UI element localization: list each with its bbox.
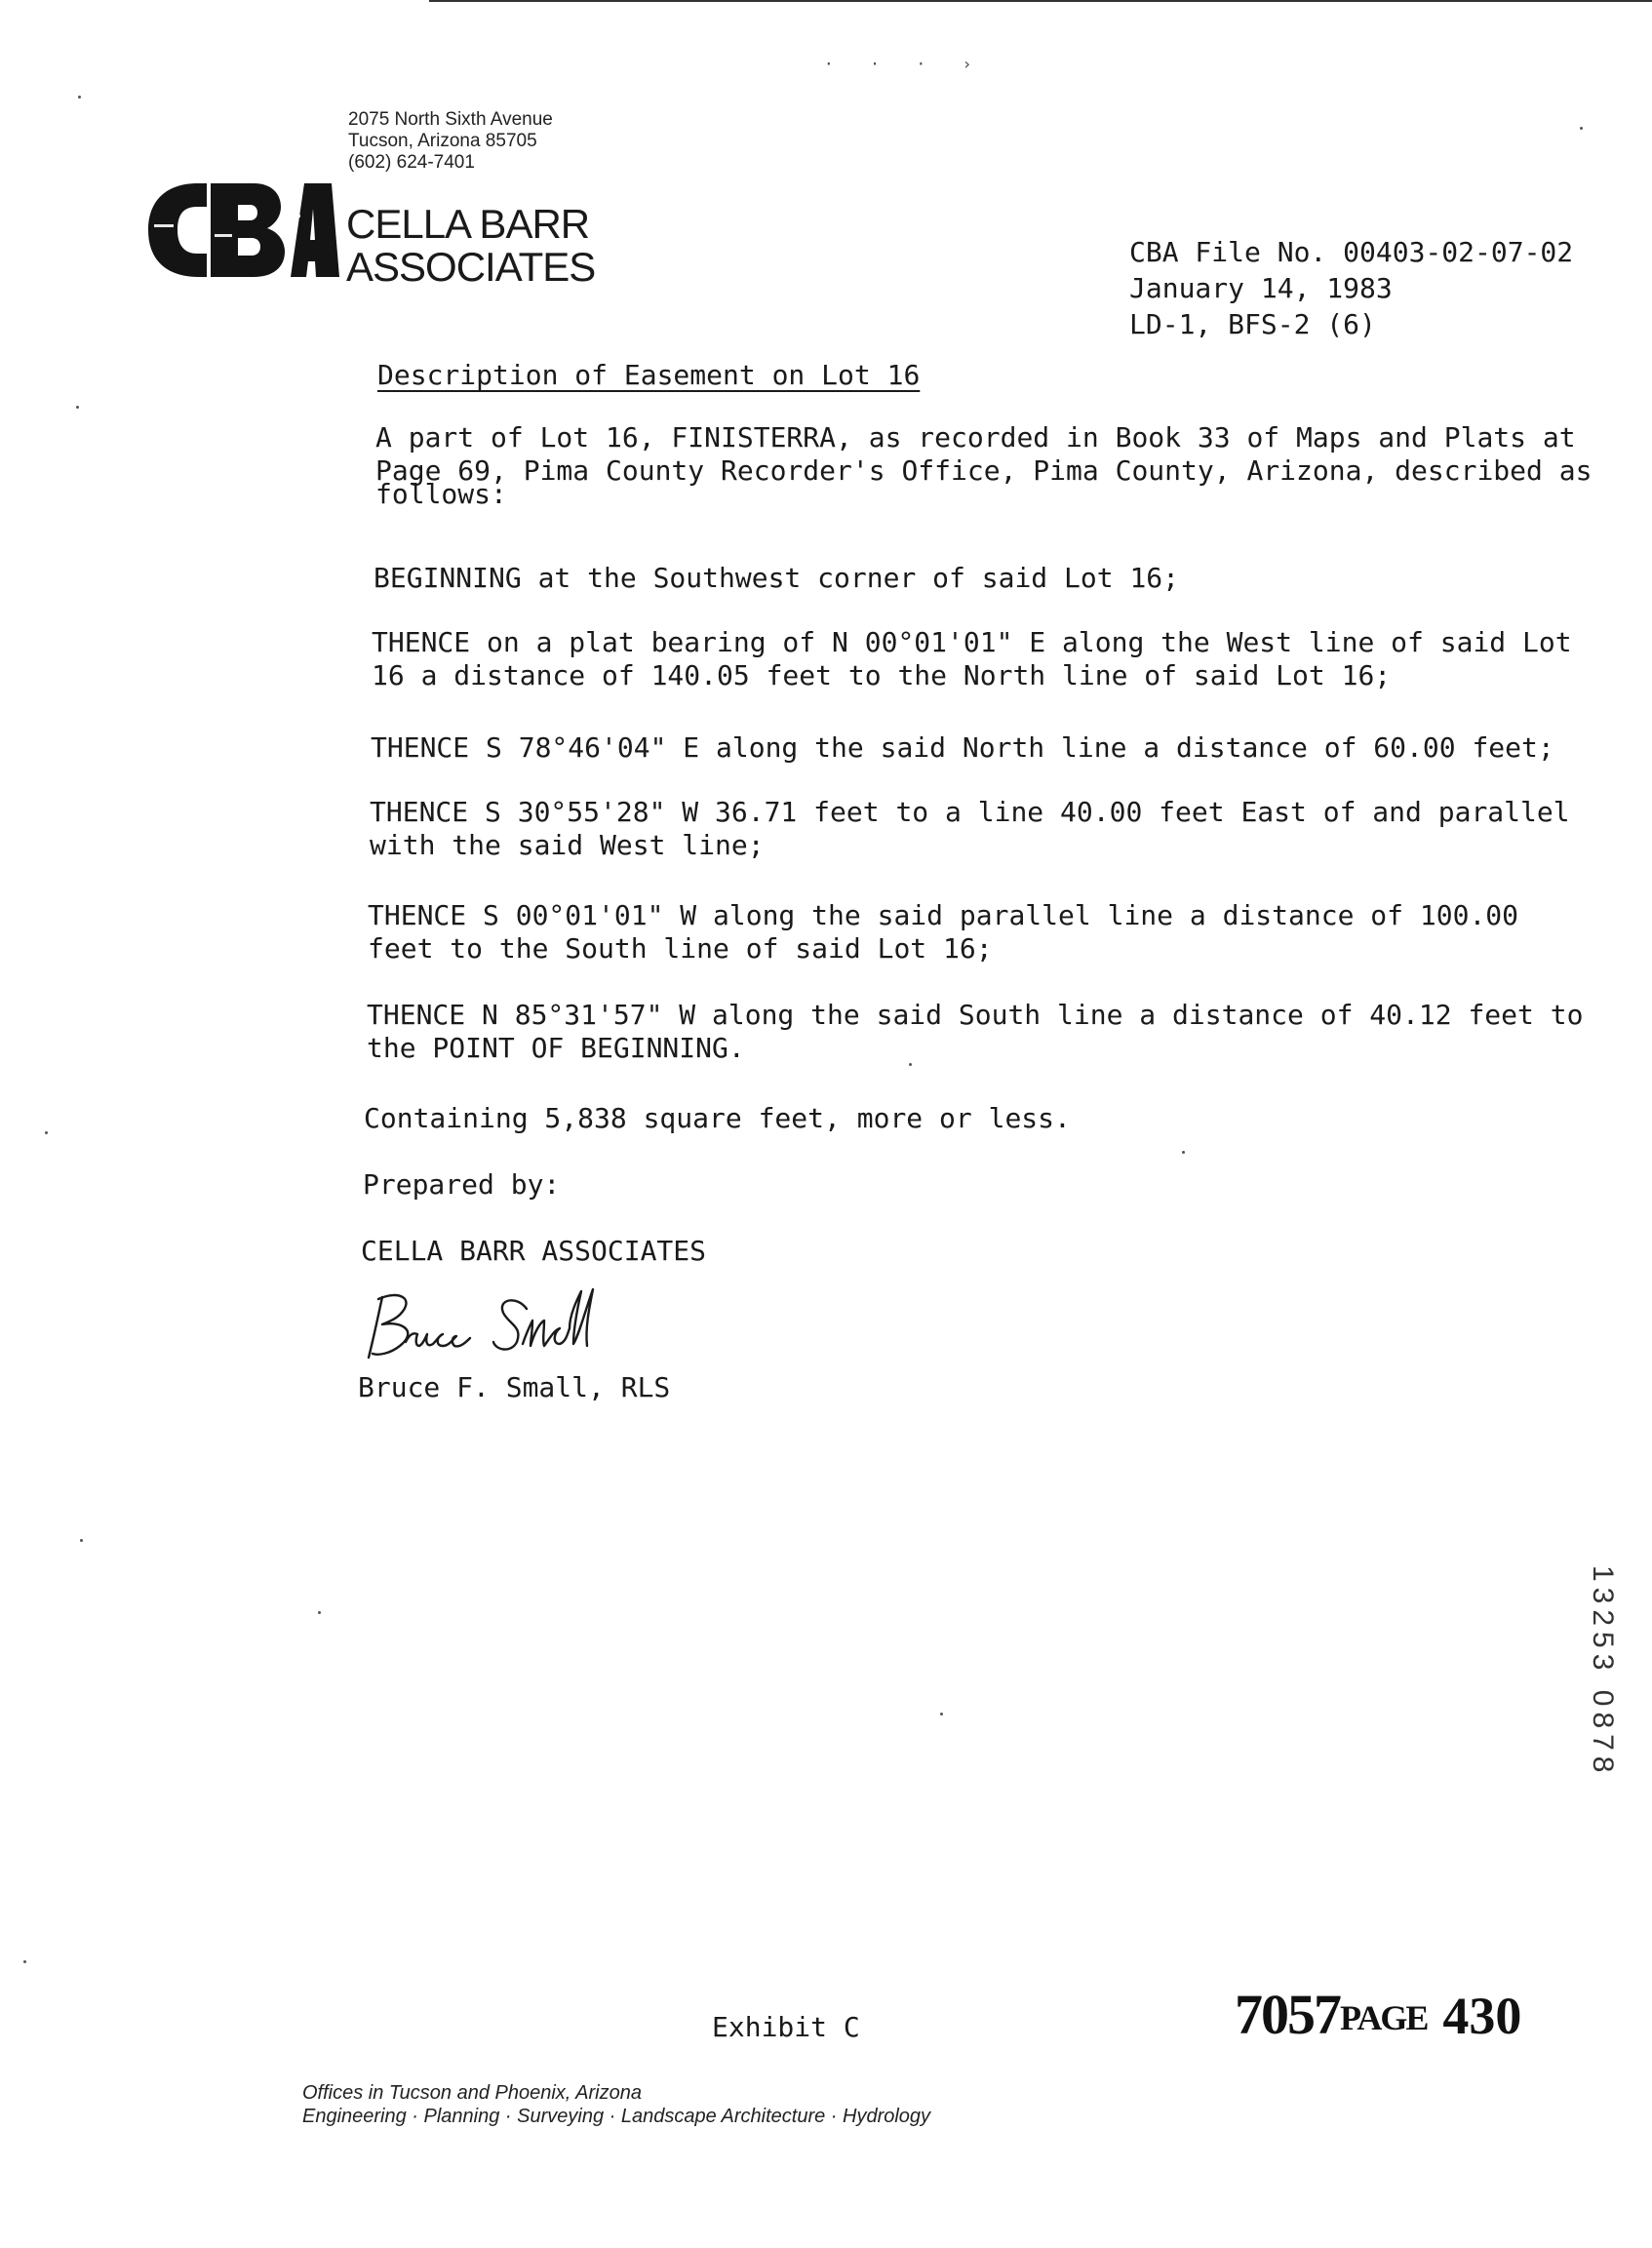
paragraph-line: follows: (375, 478, 507, 510)
paragraph-8 (364, 1102, 1071, 1135)
paragraph-line: Containing 5,838 square feet, more or less. (364, 1102, 1071, 1134)
paragraph-line: CELLA BARR ASSOCIATES (361, 1235, 707, 1267)
signatory-name: Bruce F. Small, RLS (358, 1371, 671, 1403)
footer-services: Engineering · Planning · Surveying · Landscape Architecture · Hydrology (302, 2106, 931, 2127)
letterhead-footer (302, 2081, 930, 2128)
exhibit-label: Exhibit C (712, 2011, 860, 2043)
scan-dot (1580, 127, 1583, 130)
handwritten-signature (361, 1285, 663, 1363)
book-number: 7057 (1235, 1983, 1340, 2046)
book-page-stamp (1235, 1982, 1521, 2047)
phone-number: (602) 624-7401 (348, 152, 475, 173)
paragraph-10 (361, 1235, 706, 1268)
paragraph-line: feet to the South line of said Lot 16; (368, 932, 993, 965)
file-info-block (1129, 234, 1573, 342)
scan-dot (940, 1713, 943, 1716)
paragraph-1 (375, 421, 1592, 511)
letterhead-address (348, 109, 553, 174)
paragraph-line: BEGINNING at the Southwest corner of said Lot 16; (374, 562, 1180, 594)
company-name (346, 203, 595, 289)
document-title: Description of Easement on Lot 16 (377, 359, 921, 391)
scan-dot (78, 96, 81, 99)
scan-dot (80, 1539, 83, 1542)
recording-stamp (1586, 1565, 1625, 2248)
scan-specks: · · · › (824, 55, 986, 73)
paragraph-9 (363, 1168, 560, 1202)
footer-offices: Offices in Tucson and Phoenix, Arizona (302, 2082, 642, 2104)
page-label: PAGE (1340, 1998, 1428, 2037)
paragraph-line: THENCE S 00°01'01" W along the said parallel line a distance of 100.00 (368, 899, 1519, 931)
paragraph-line: the POINT OF BEGINNING. (367, 1032, 745, 1064)
paragraph-3 (372, 626, 1572, 692)
address-line-2: Tucson, Arizona 85705 (348, 131, 537, 151)
paragraph-line: THENCE S 30°55'28" W 36.71 feet to a line 40.00 feet East of and parallel (370, 796, 1570, 828)
paragraph-line: Prepared by: (363, 1168, 561, 1201)
top-border-line (429, 0, 1652, 2)
paragraph-line: THENCE S 78°46'04" E along the said North line a distance of 60.00 feet; (371, 731, 1554, 764)
paragraph-line: THENCE N 85°31'57" W along the said South line a distance of 40.12 feet to (367, 999, 1584, 1031)
recording-stamp-text: 13253 0878 (1587, 1565, 1619, 1779)
company-line-1: CELLA BARR (346, 201, 590, 247)
scan-dot (23, 1960, 26, 1963)
paragraph-line: A part of Lot 16, FINISTERRA, as recorded in Book 33 of Maps and Plats at (375, 421, 1576, 454)
paragraph-2 (374, 562, 1179, 595)
scan-dot (909, 1063, 912, 1066)
scan-dot (76, 406, 79, 409)
paragraph-6 (368, 899, 1518, 966)
company-line-2: ASSOCIATES (346, 244, 596, 290)
paragraph-line: THENCE on a plat bearing of N 00°01'01" E along the West line of said Lot (372, 626, 1572, 658)
cba-logo (144, 176, 339, 283)
reference-code: LD-1, BFS-2 (6) (1129, 308, 1376, 340)
file-number: CBA File No. 00403-02-07-02 (1129, 236, 1574, 268)
paragraph-4 (371, 731, 1554, 765)
paragraph-line: with the said West line; (370, 829, 765, 861)
paragraph-line: 16 a distance of 140.05 feet to the North line of said Lot 16; (372, 659, 1392, 691)
scan-dot (1182, 1151, 1185, 1154)
address-line-1: 2075 North Sixth Avenue (348, 109, 553, 130)
page-number: 430 (1442, 1987, 1522, 2045)
paragraph-7 (367, 999, 1583, 1065)
document-date: January 14, 1983 (1129, 272, 1393, 304)
scan-dot (45, 1131, 48, 1134)
paragraph-line: Page 69, Pima County Recorder's Office, Pima County, Arizona, described as (375, 454, 1593, 487)
scan-dot (318, 1611, 321, 1614)
paragraph-5 (370, 796, 1570, 862)
